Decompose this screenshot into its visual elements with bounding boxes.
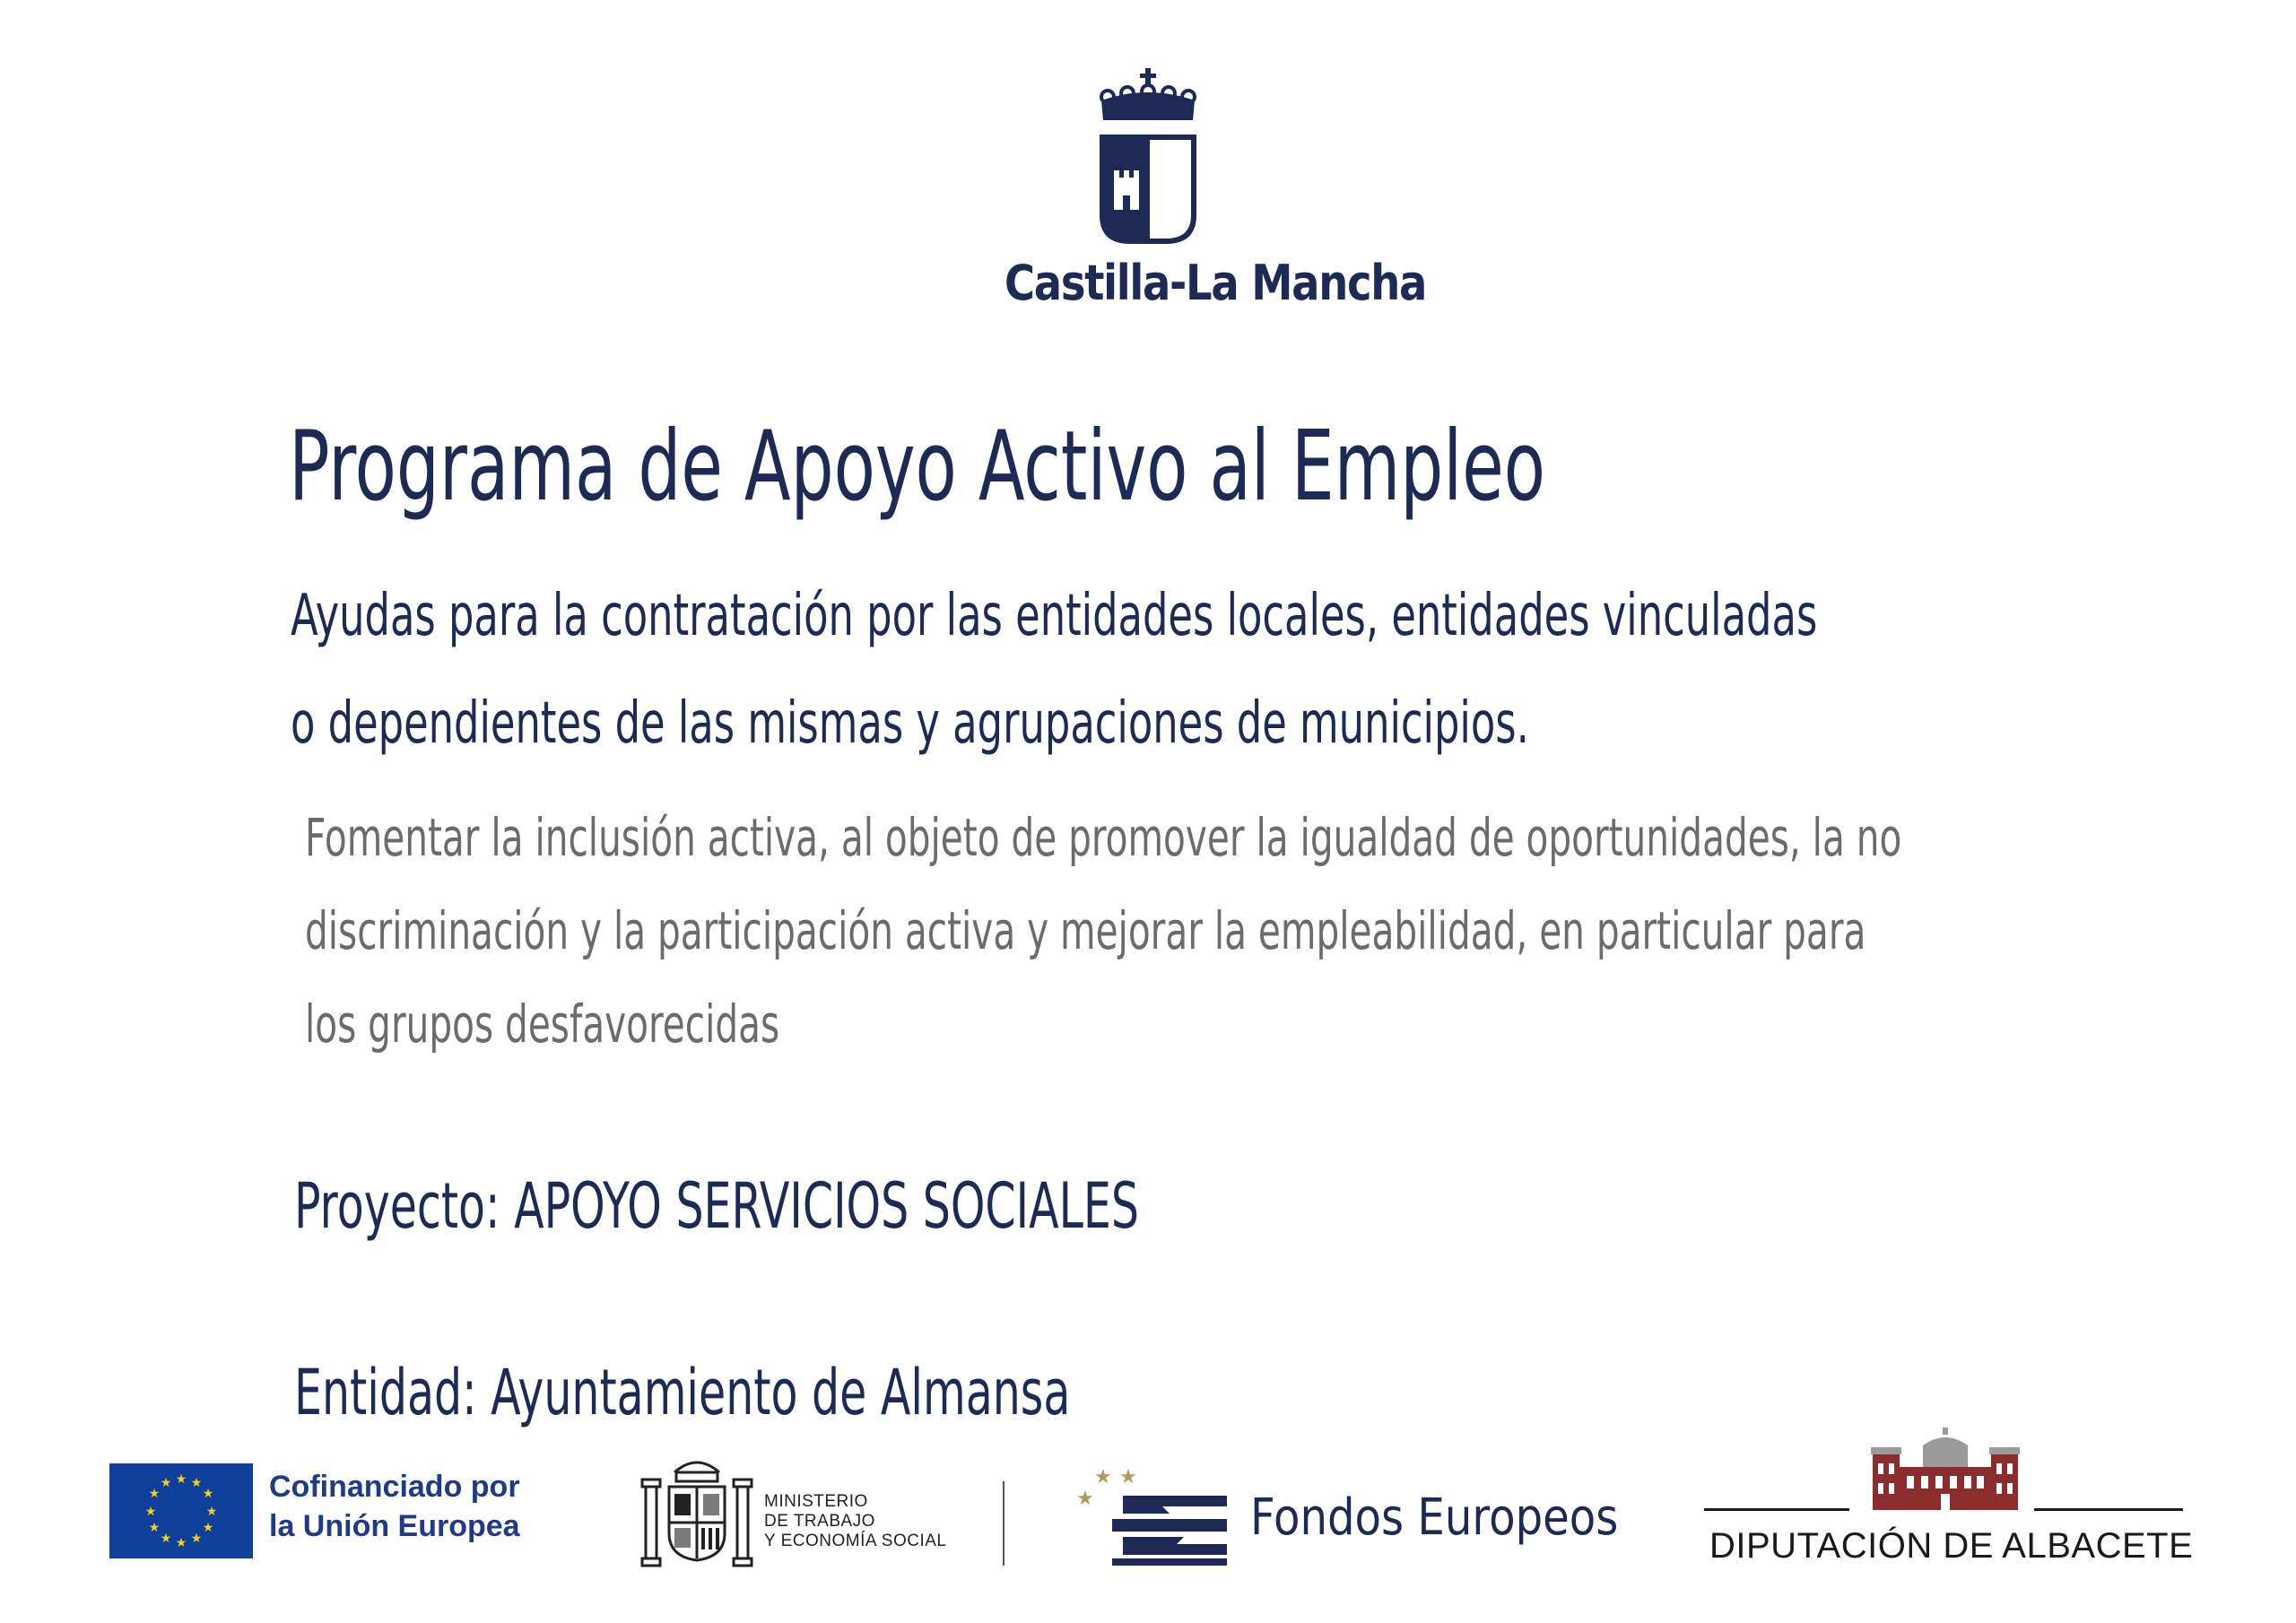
svg-text:★: ★ xyxy=(190,1532,203,1546)
eu-label-line: Cofinanciado por xyxy=(269,1470,520,1504)
fondos-europeos-flag-icon xyxy=(1076,1463,1238,1567)
ministry-label xyxy=(764,1492,946,1551)
ministry-label-line: DE TRABAJO xyxy=(764,1512,875,1531)
svg-text:★: ★ xyxy=(1076,1488,1094,1510)
description-line: Fomentar la inclusión activa, al objeto de promover la igualdad de oportunidades, la no xyxy=(305,807,1902,868)
spain-coat-of-arms-icon xyxy=(639,1447,755,1569)
description-line: discriminación y la participación activa y mejorar la empleabilidad, en particular para xyxy=(305,900,1866,961)
entity-label: Entidad: Ayuntamiento de Almansa xyxy=(294,1356,1071,1429)
eu-cofinancing-label xyxy=(269,1467,520,1546)
eu-flag-icon xyxy=(109,1463,253,1558)
subtitle-line: Ayudas para la contratación por las entidades locales, entidades vinculadas xyxy=(291,583,1818,649)
svg-text:★: ★ xyxy=(202,1487,214,1501)
description-line: los grupos desfavorecidas xyxy=(305,994,780,1055)
svg-text:★: ★ xyxy=(190,1476,203,1490)
divider xyxy=(2034,1508,2183,1511)
svg-text:★: ★ xyxy=(175,1536,187,1550)
diputacion-albacete-label: DIPUTACIÓN DE ALBACETE xyxy=(1709,1526,2194,1566)
svg-text:★: ★ xyxy=(144,1505,157,1519)
svg-text:★: ★ xyxy=(148,1521,161,1535)
eu-label-line: la Unión Europea xyxy=(269,1509,520,1543)
eu-stars-icon xyxy=(109,1463,253,1558)
ministry-label-line: Y ECONOMÍA SOCIAL xyxy=(764,1532,947,1550)
ministry-label-line: MINISTERIO xyxy=(764,1492,868,1511)
svg-text:★: ★ xyxy=(205,1505,218,1519)
svg-text:★: ★ xyxy=(1119,1466,1137,1488)
svg-text:★: ★ xyxy=(160,1476,172,1490)
svg-text:★: ★ xyxy=(160,1532,172,1546)
divider xyxy=(1704,1508,1849,1511)
svg-text:★: ★ xyxy=(175,1472,187,1487)
page-title: Programa de Apoyo Activo al Empleo xyxy=(289,411,1546,523)
castilla-la-mancha-shield-icon xyxy=(1094,65,1202,253)
project-label: Proyecto: APOYO SERVICIOS SOCIALES xyxy=(294,1169,1139,1243)
albacete-building-icon xyxy=(1869,1428,2022,1517)
svg-text:★: ★ xyxy=(148,1487,161,1501)
divider xyxy=(1003,1481,1004,1566)
svg-text:★: ★ xyxy=(202,1521,214,1535)
castilla-la-mancha-wordmark: Castilla-La Mancha xyxy=(1004,255,1427,311)
svg-text:★: ★ xyxy=(1094,1466,1112,1488)
subtitle-line: o dependientes de las mismas y agrupaciones de municipios. xyxy=(291,690,1529,757)
fondos-europeos-label: Fondos Europeos xyxy=(1250,1488,1619,1547)
